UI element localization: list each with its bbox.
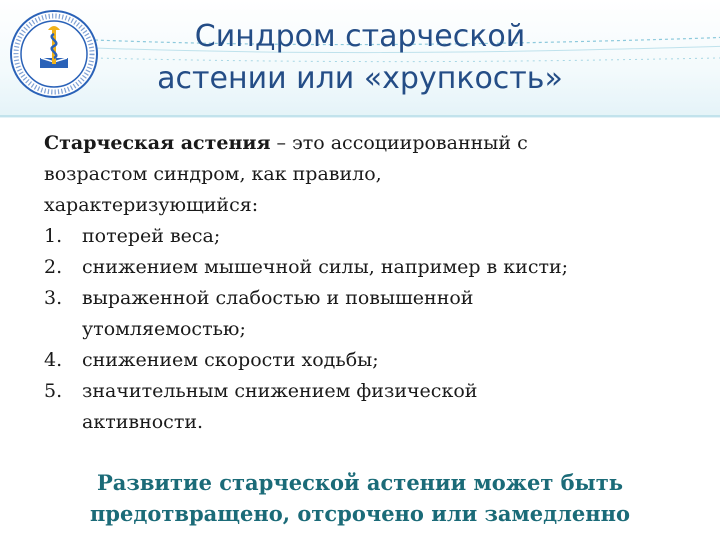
list-item-text: выраженной слабостью и повышенной (82, 287, 474, 309)
definition-term: Старческая астения (44, 132, 271, 154)
university-emblem-icon (8, 8, 100, 100)
symptom-list (44, 221, 694, 438)
title-line-2: астении или «хрупкость» (157, 61, 563, 96)
definition-line-2: возрастом синдром, как правило, (44, 163, 382, 185)
list-item-number: 3. (44, 287, 63, 309)
list-item-text-continued: активности. (82, 411, 204, 433)
list-item (44, 252, 694, 283)
conclusion-line-2: предотвращено, отсрочено или замедленно (89, 501, 631, 526)
list-item-number: 1. (44, 225, 63, 247)
list-item-text-continued: утомляемостью; (82, 318, 246, 340)
main-content (44, 128, 694, 438)
list-item-text: потерей веса; (82, 225, 221, 247)
conclusion-line-1: Развитие старческой астении может быть (97, 470, 623, 495)
list-item-number: 5. (44, 380, 63, 402)
list-item-number: 4. (44, 349, 63, 371)
list-item (44, 221, 694, 252)
list-item-number: 2. (44, 256, 63, 278)
page-title (110, 16, 610, 100)
conclusion-text (20, 467, 700, 529)
list-item-text: значительным снижением физической (82, 380, 478, 402)
title-line-1: Синдром старческой (194, 19, 526, 54)
definition-paragraph (44, 128, 694, 221)
list-item-text: снижением мышечной силы, например в кисти; (82, 256, 569, 278)
definition-line-3: характеризующийся: (44, 194, 259, 216)
list-item (44, 376, 694, 438)
list-item (44, 345, 694, 376)
list-item (44, 283, 694, 345)
definition-line-1: – это ассоциированный с (270, 132, 528, 154)
list-item-text: снижением скорости ходьбы; (82, 349, 379, 371)
